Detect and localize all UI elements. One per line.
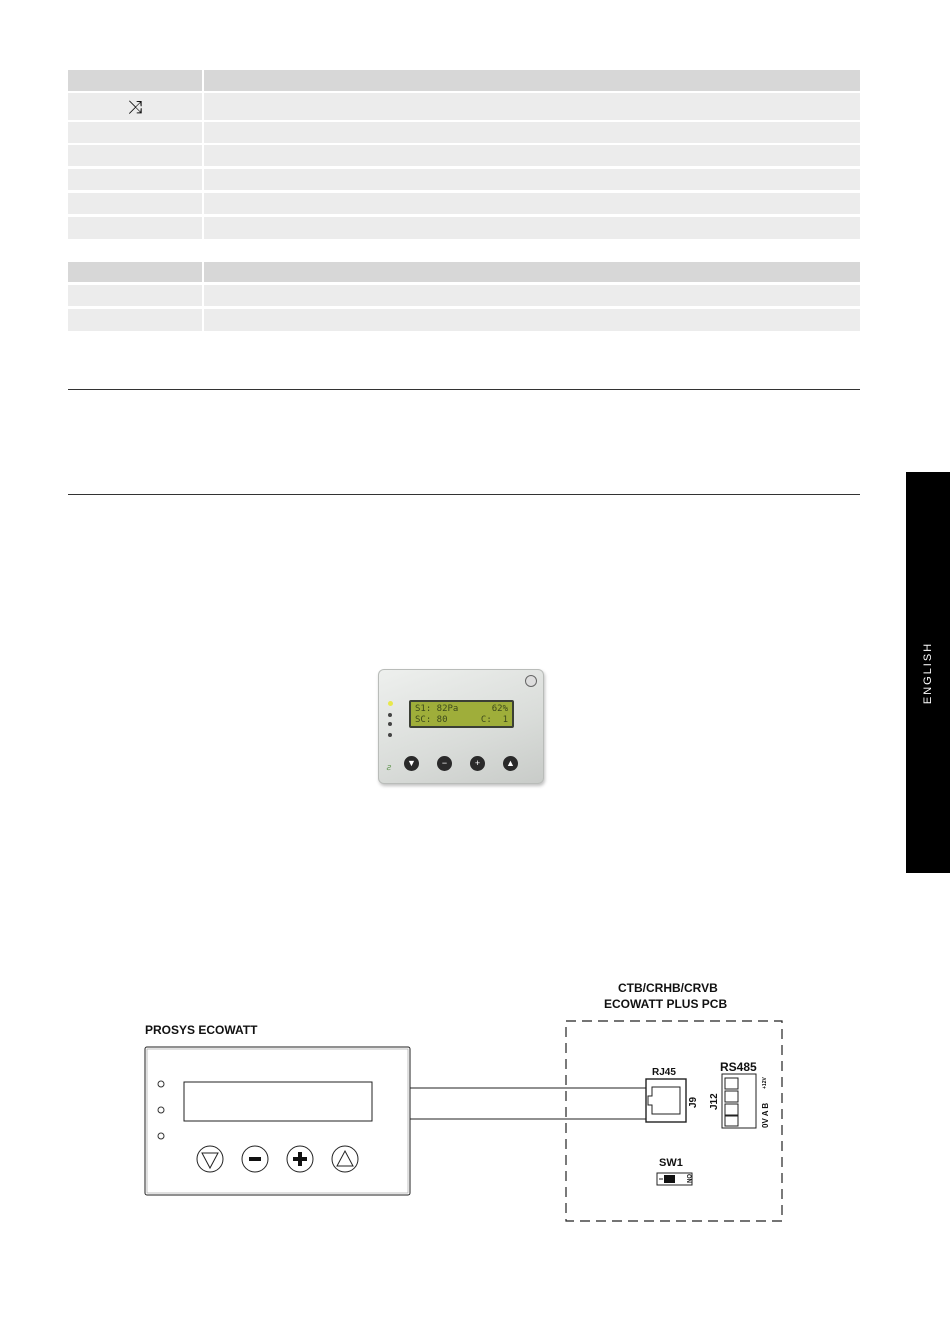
j9-label: J9 bbox=[688, 1096, 699, 1108]
rj45-connector-icon bbox=[646, 1079, 686, 1122]
lcd-line2-left: SC: 80 bbox=[415, 715, 448, 725]
rs485-pin-labels: 0V A B bbox=[761, 1102, 770, 1128]
led-indicator-icon bbox=[158, 1081, 164, 1087]
lcd-line1-right: 62% bbox=[491, 704, 508, 714]
up-arrow-icon: ▲ bbox=[503, 756, 518, 771]
plus-icon: + bbox=[470, 756, 485, 771]
pcb-title-line1: CTB/CRHB/CRVB bbox=[618, 981, 718, 995]
rs485-label: RS485 bbox=[720, 1060, 757, 1074]
j12-terminal-block-icon bbox=[722, 1074, 756, 1128]
down-triangle-icon bbox=[197, 1146, 223, 1172]
led-indicator-icon bbox=[158, 1133, 164, 1139]
shuffle-icon: ⤨ bbox=[127, 96, 143, 117]
minus-icon bbox=[242, 1146, 268, 1172]
up-triangle-icon bbox=[332, 1146, 358, 1172]
lcd-line2-right: C: 1 bbox=[480, 715, 508, 725]
sw1-label: SW1 bbox=[659, 1157, 683, 1169]
led-indicator-icon bbox=[158, 1107, 164, 1113]
down-arrow-icon: ▼ bbox=[404, 756, 419, 771]
pcb-title-line2: ECOWATT PLUS PCB bbox=[604, 997, 728, 1011]
model-mark-icon: ꙅ bbox=[386, 762, 391, 772]
lcd-line1-left: S1: 82Pa bbox=[415, 704, 459, 714]
minus-icon: − bbox=[437, 756, 452, 771]
controller-lcd-window bbox=[184, 1082, 372, 1121]
plus-icon bbox=[287, 1146, 313, 1172]
rs485-pin-extra: +12V bbox=[762, 1077, 768, 1089]
sw1-state-label: ON bbox=[685, 1174, 691, 1183]
j12-label: J12 bbox=[709, 1093, 720, 1110]
controller-title: PROSYS ECOWATT bbox=[145, 1023, 258, 1037]
language-tab-label: ENGLISH bbox=[922, 641, 934, 704]
rj45-label: RJ45 bbox=[652, 1067, 676, 1078]
